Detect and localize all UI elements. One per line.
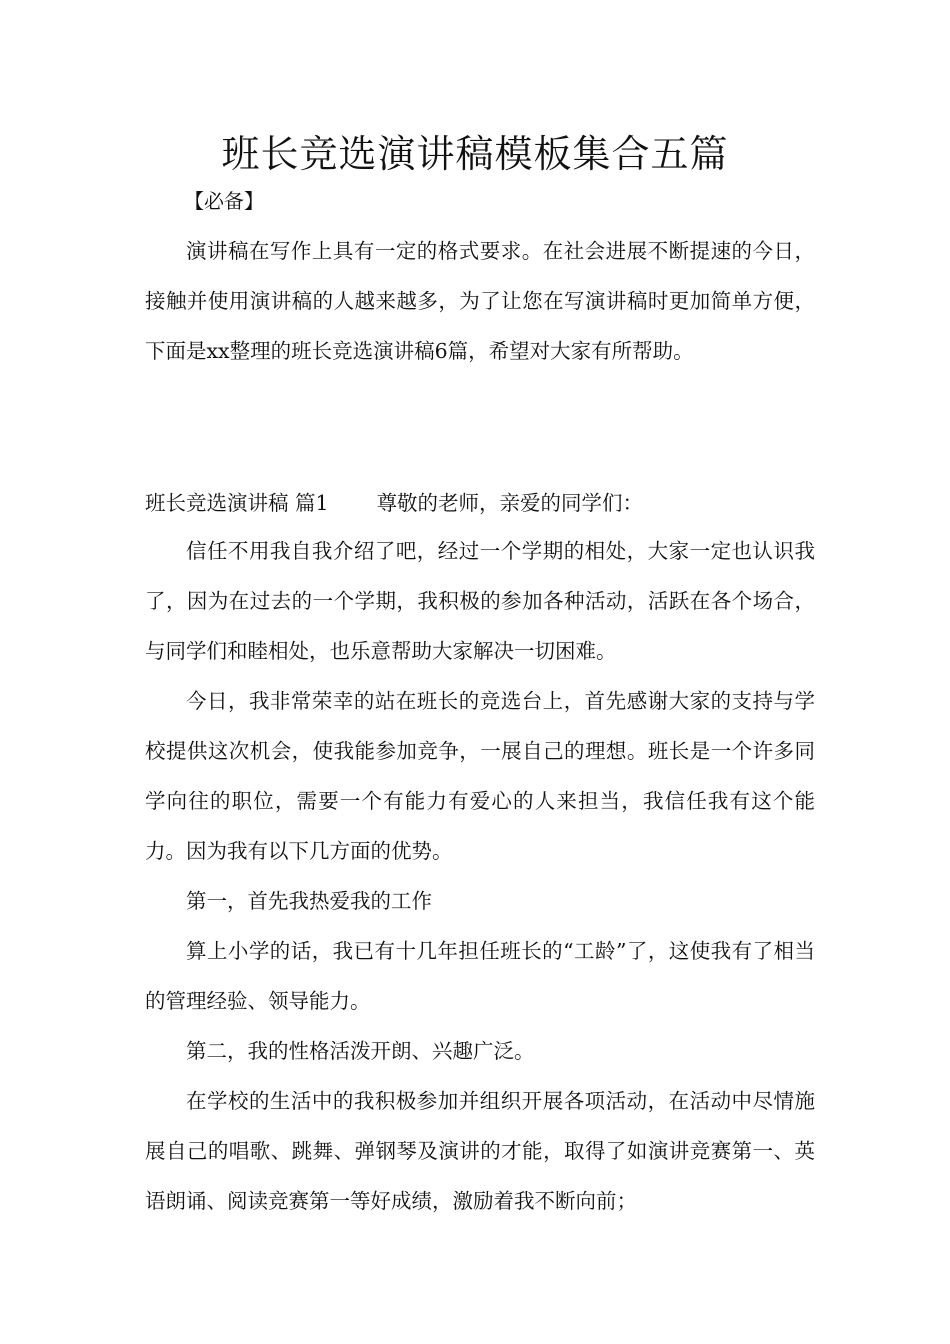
document-title: 班长竞选演讲稿模板集合五篇 — [221, 132, 729, 176]
speech-paragraph: 第一，首先我热爱我的工作 — [186, 889, 432, 913]
section-heading: 班长竞选演讲稿 篇1 — [145, 491, 329, 515]
greeting: 尊敬的老师，亲爱的同学们： — [376, 491, 644, 515]
speech-paragraph: 今日，我非常荣幸的站在班长的竞选台上，首先感谢大家的支持与学校提供这次机会，使我能参加竞争，一展自己的理想。班长是一个许多同学向往的职位，需要一个有能力有爱心的人来担当，我信任我有这个能力。因为我有以下几方面的优势。 — [145, 689, 815, 863]
intro-block — [145, 226, 815, 376]
speech-paragraph: 第二，我的性格活泼开朗、兴趣广泛。 — [186, 1039, 535, 1063]
speech-paragraph: 在学校的生活中的我积极参加并组织开展各项活动，在活动中尽情施展自己的唱歌、跳舞、弹钢琴及演讲的才能，取得了如演讲竞赛第一、英语朗诵、阅读竞赛第一等好成绩，激励着我不断向前； — [145, 1089, 815, 1213]
speech-paragraph: 信任不用我自我介绍了吧，经过一个学期的相处，大家一定也认识我了，因为在过去的一个学期，我积极的参加各种活动，活跃在各个场合，与同学们和睦相处，也乐意帮助大家解决一切困难。 — [145, 539, 815, 663]
speech-body — [145, 526, 815, 1226]
speech-paragraph: 算上小学的话，我已有十几年担任班长的“工龄”了，这使我有了相当的管理经验、领导能力。 — [145, 939, 815, 1013]
document-subtitle: 【必备】 — [184, 189, 264, 213]
intro-paragraph: 演讲稿在写作上具有一定的格式要求。在社会进展不断提速的今日，接触并使用演讲稿的人越来越多，为了让您在写演讲稿时更加简单方便，下面是xx整理的班长竞选演讲稿6篇，希望对大家有所帮助。 — [145, 239, 815, 363]
section-heading-line — [145, 478, 643, 528]
